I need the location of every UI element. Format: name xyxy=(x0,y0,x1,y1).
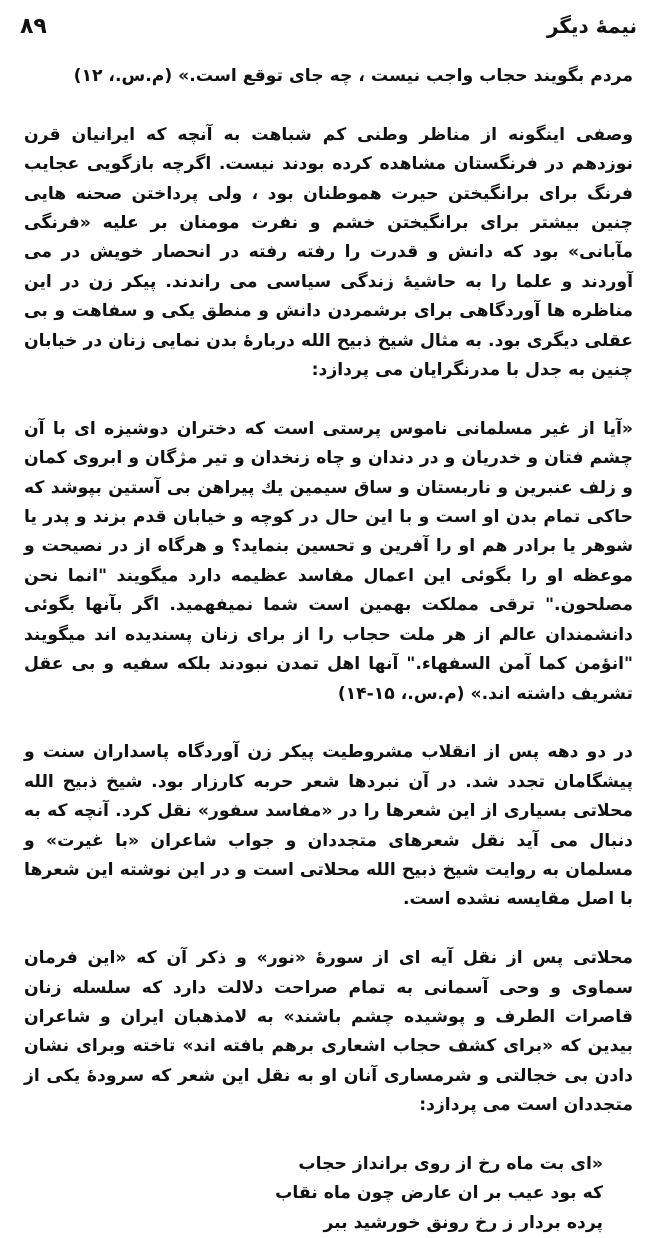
page-number: ۸۹ xyxy=(20,14,47,39)
paragraph-quotation: «آیا از غیر مسلمانی ناموس پرستی است که دختران دوشیزه ای با آن چشم فتان و خدریان و در دندان و چاه زنخدان و تیر مژگان و ابروی کمان و زلف عنبرین و ناربستان و ساق سیمین یك پیراهن بی آستین بپوشد که حاکی تمام بدن او است و با این حال در کوچه و خیابان قدم بزند و پدر یا شوهر یا برادر هم او را آفرین و تحسین بنماید؟ و هرگاه از در نصیحت و موعظه او را بگوئی این اعمال مفاسد عظیمه دارد میگویند "انما نحن مصلحون." ترقی مملکت بهمین است شما نمیفهمید. اگر بآنها بگوئی دانشمندان عالم از هر ملت حجاب را از برای زنان پسندیده اند میگویند "انؤمن کما آمن السفهاء." آنها اهل تمدن نبودند بلکه سفیه و بی عقل تشریف داشته اند.» (م.س.، ۱۵-۱۴) xyxy=(24,418,633,704)
paragraph-constitutional: در دو دهه پس از انقلاب مشروطیت پیکر زن آوردگاه پاسداران سنت و پیشگامان تجدد شد. در آن نبردها شعر حربه کارزار بود. شیخ ذبیح الله محلاتی بسیاری از این شعرها را در «مفاسد سفور» نقل کرد. آنچه که به دنبال می آید نقل شعرهای متجددان و جواب شاعران «با غیرت» و مسلمان به روایت شیخ ذبیح الله محلاتی است و در این نوشته این شعرها با اصل مقایسه نشده است. xyxy=(24,742,633,910)
verse-line: که بود عیب بر ان عارض چون ماه نقاب xyxy=(275,1183,603,1204)
verse-line: «ای بت ماه رخ از روی برانداز حجاب xyxy=(298,1153,603,1174)
running-title: نیمهٔ دیگر xyxy=(546,14,637,38)
paragraph-continuation: مردم بگویند حجاب واجب نیست ، چه جای توقع است.» (م.س.، ۱۲) xyxy=(73,66,633,86)
body-text xyxy=(24,62,633,1238)
paragraph-mahallati: محلاتی پس از نقل آیه ای از سورهٔ «نور» و ذکر آن که «این فرمان سماوی و وحی آسمانی به تمام صراحت دلالت دارد که سلسله زنان قاصرات الطرف و پوشیده چشم باشند» به لامذهبان ایران و شاعران بیدین که «برای کشف حجاب اشعاری برهم بافته اند» تاخته وبرای نشان دادن بی خجالتی و شرمساری آنان او به نقل این شعر که سرودهٔ یکی از متجددان است می پردازد: xyxy=(24,948,633,1116)
verse-block xyxy=(24,1150,633,1238)
paragraph-description: وصفی اینگونه از مناظر وطنی کم شباهت به آنچه که ایرانیان قرن نوزدهم در فرنگستان مشاهده کرده بودند نیست. اگرچه بازگویی عجایب فرنگ برای برانگیختن حیرت هموطنان بود ، ولی پرداختن صحنه هایی چنین بیشتر برای برانگیختن خشم و نفرت مومنان بر علیه «فرنگی مآبانی» بود که دانش و قدرت را رفته رفته در انحصار خویش در می آوردند و علما را به حاشیهٔ زندگی سیاسی می راندند. پیکر زن در این مناظره ها آوردگاهی برای برشمردن دانش و منطق یکی و سفاهت و بی عقلی دیگری بود. به مثال شیخ ذبیح الله دربارهٔ بدن نمایی زنان در خیابان چنین به جدل با مدرنگرایان می پردازد: xyxy=(24,124,633,381)
verse-line: پرده بردار ز رخ رونق خورشید ببر xyxy=(323,1212,603,1233)
page-header xyxy=(16,14,643,46)
